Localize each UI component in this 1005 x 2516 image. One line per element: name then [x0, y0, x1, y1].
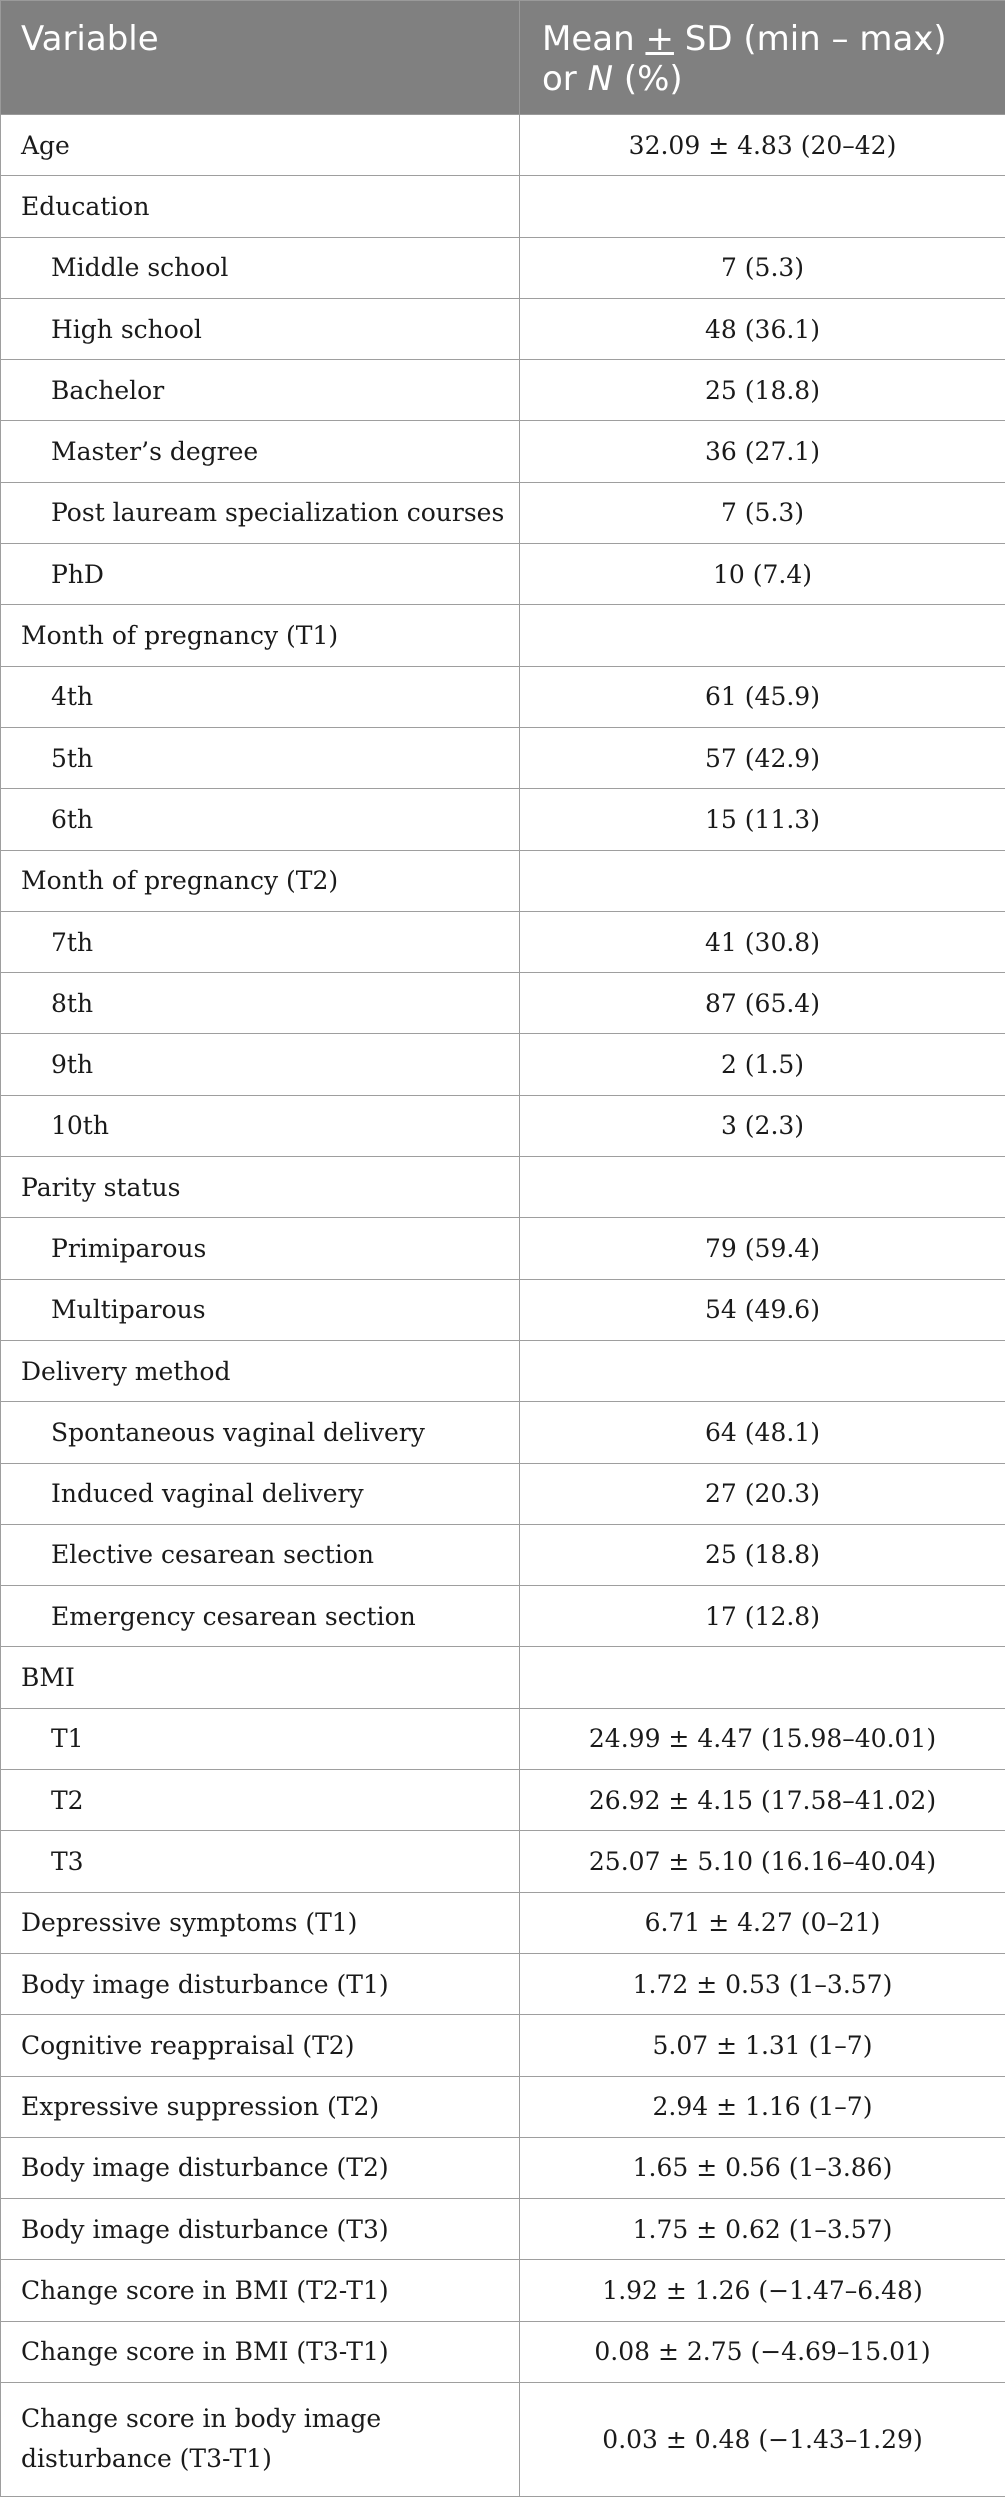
table-row [1, 360, 1005, 421]
row-value: 17 (12.8) [520, 1586, 1005, 1647]
row-value: 3 (2.3) [520, 1095, 1005, 1156]
row-value: 15 (11.3) [520, 789, 1005, 850]
row-value: 36 (27.1) [520, 421, 1005, 482]
table-row [1, 1463, 1005, 1524]
table-row [1, 1953, 1005, 2014]
table-row [1, 1892, 1005, 1953]
table-row [1, 2199, 1005, 2260]
table-row [1, 973, 1005, 1034]
table-row [1, 789, 1005, 850]
table-row [1, 237, 1005, 298]
table-row [1, 2260, 1005, 2321]
row-label: High school [1, 298, 520, 359]
table-row [1, 1402, 1005, 1463]
table-row [1, 115, 1005, 176]
row-label: Spontaneous vaginal delivery [1, 1402, 520, 1463]
table-row [1, 1831, 1005, 1892]
row-label: Emergency cesarean section [1, 1586, 520, 1647]
table-row [1, 727, 1005, 788]
row-label: 5th [1, 727, 520, 788]
row-value: 64 (48.1) [520, 1402, 1005, 1463]
header-stat-line2-pre: or [542, 59, 588, 99]
row-label: Cognitive reappraisal (T2) [1, 2015, 520, 2076]
row-value: 10 (7.4) [520, 544, 1005, 605]
table-row [1, 421, 1005, 482]
table-row [1, 1524, 1005, 1585]
row-label: 8th [1, 973, 520, 1034]
table-row [1, 482, 1005, 543]
header-statistics [520, 1, 1005, 115]
row-label: Change score in BMI (T2-T1) [1, 2260, 520, 2321]
row-label: Expressive suppression (T2) [1, 2076, 520, 2137]
row-label: Change score in BMI (T3-T1) [1, 2321, 520, 2382]
table-row [1, 2015, 1005, 2076]
row-label: Parity status [1, 1157, 520, 1218]
row-value: 57 (42.9) [520, 727, 1005, 788]
table-row [1, 176, 1005, 237]
table-row [1, 1340, 1005, 1401]
row-value: 25 (18.8) [520, 360, 1005, 421]
table-row [1, 1586, 1005, 1647]
row-label: Change score in body image disturbance (T3-T1) [1, 2382, 520, 2496]
row-label: Age [1, 115, 520, 176]
table-row [1, 666, 1005, 727]
row-label: Middle school [1, 237, 520, 298]
row-label: Depressive symptoms (T1) [1, 1892, 520, 1953]
table-row [1, 1647, 1005, 1708]
row-value: 27 (20.3) [520, 1463, 1005, 1524]
row-label: 7th [1, 911, 520, 972]
row-value: 1.92 ± 1.26 (−1.47–6.48) [520, 2260, 1005, 2321]
table-row [1, 2076, 1005, 2137]
row-label: Post lauream specialization courses [1, 482, 520, 543]
table-row [1, 850, 1005, 911]
row-label: Multiparous [1, 1279, 520, 1340]
header-stat-line2-post: (%) [613, 59, 683, 99]
row-value: 2.94 ± 1.16 (1–7) [520, 2076, 1005, 2137]
row-label: 4th [1, 666, 520, 727]
row-label: Master’s degree [1, 421, 520, 482]
row-value: 0.03 ± 0.48 (−1.43–1.29) [520, 2382, 1005, 2496]
row-label: Primiparous [1, 1218, 520, 1279]
row-label: Month of pregnancy (T1) [1, 605, 520, 666]
row-value: 7 (5.3) [520, 482, 1005, 543]
row-label: Delivery method [1, 1340, 520, 1401]
row-value: 87 (65.4) [520, 973, 1005, 1034]
row-value: 79 (59.4) [520, 1218, 1005, 1279]
table-row [1, 2382, 1005, 2496]
row-value [520, 176, 1005, 237]
row-value: 24.99 ± 4.47 (15.98–40.01) [520, 1708, 1005, 1769]
row-label: Body image disturbance (T1) [1, 1953, 520, 2014]
row-label: T3 [1, 1831, 520, 1892]
row-value: 1.72 ± 0.53 (1–3.57) [520, 1953, 1005, 2014]
row-value: 32.09 ± 4.83 (20–42) [520, 115, 1005, 176]
row-value: 41 (30.8) [520, 911, 1005, 972]
row-value [520, 1340, 1005, 1401]
row-value: 7 (5.3) [520, 237, 1005, 298]
row-value: 61 (45.9) [520, 666, 1005, 727]
row-label: T2 [1, 1770, 520, 1831]
table-row [1, 1218, 1005, 1279]
row-label: 9th [1, 1034, 520, 1095]
row-value: 2 (1.5) [520, 1034, 1005, 1095]
table-row [1, 2321, 1005, 2382]
row-label: 6th [1, 789, 520, 850]
table-row [1, 2137, 1005, 2198]
row-value: 26.92 ± 4.15 (17.58–41.02) [520, 1770, 1005, 1831]
row-label: PhD [1, 544, 520, 605]
table-row [1, 1034, 1005, 1095]
row-value [520, 1157, 1005, 1218]
row-value [520, 850, 1005, 911]
table-row [1, 1095, 1005, 1156]
row-label: BMI [1, 1647, 520, 1708]
header-n: N [587, 59, 614, 99]
table-row [1, 605, 1005, 666]
row-label: Body image disturbance (T3) [1, 2199, 520, 2260]
row-label: Body image disturbance (T2) [1, 2137, 520, 2198]
row-value [520, 1647, 1005, 1708]
table-row [1, 911, 1005, 972]
row-label: Elective cesarean section [1, 1524, 520, 1585]
row-label: Induced vaginal delivery [1, 1463, 520, 1524]
row-value: 5.07 ± 1.31 (1–7) [520, 2015, 1005, 2076]
table-row [1, 1770, 1005, 1831]
header-stat-line1-post: SD (min – max) [673, 19, 947, 59]
row-label: 10th [1, 1095, 520, 1156]
header-plus-minus: + [645, 19, 674, 59]
row-value [520, 605, 1005, 666]
table-row [1, 1708, 1005, 1769]
header-variable: Variable [1, 1, 520, 115]
row-value: 1.75 ± 0.62 (1–3.57) [520, 2199, 1005, 2260]
row-value: 1.65 ± 0.56 (1–3.86) [520, 2137, 1005, 2198]
row-value: 0.08 ± 2.75 (−4.69–15.01) [520, 2321, 1005, 2382]
row-label: Education [1, 176, 520, 237]
row-value: 54 (49.6) [520, 1279, 1005, 1340]
row-value: 25.07 ± 5.10 (16.16–40.04) [520, 1831, 1005, 1892]
table-row [1, 544, 1005, 605]
row-value: 6.71 ± 4.27 (0–21) [520, 1892, 1005, 1953]
row-label: Bachelor [1, 360, 520, 421]
row-label: T1 [1, 1708, 520, 1769]
row-value: 25 (18.8) [520, 1524, 1005, 1585]
table-row [1, 1157, 1005, 1218]
row-label: Month of pregnancy (T2) [1, 850, 520, 911]
header-stat-line1-pre: Mean [542, 19, 646, 59]
table-row [1, 1279, 1005, 1340]
row-value: 48 (36.1) [520, 298, 1005, 359]
table-header-row [1, 1, 1005, 115]
table-row [1, 298, 1005, 359]
